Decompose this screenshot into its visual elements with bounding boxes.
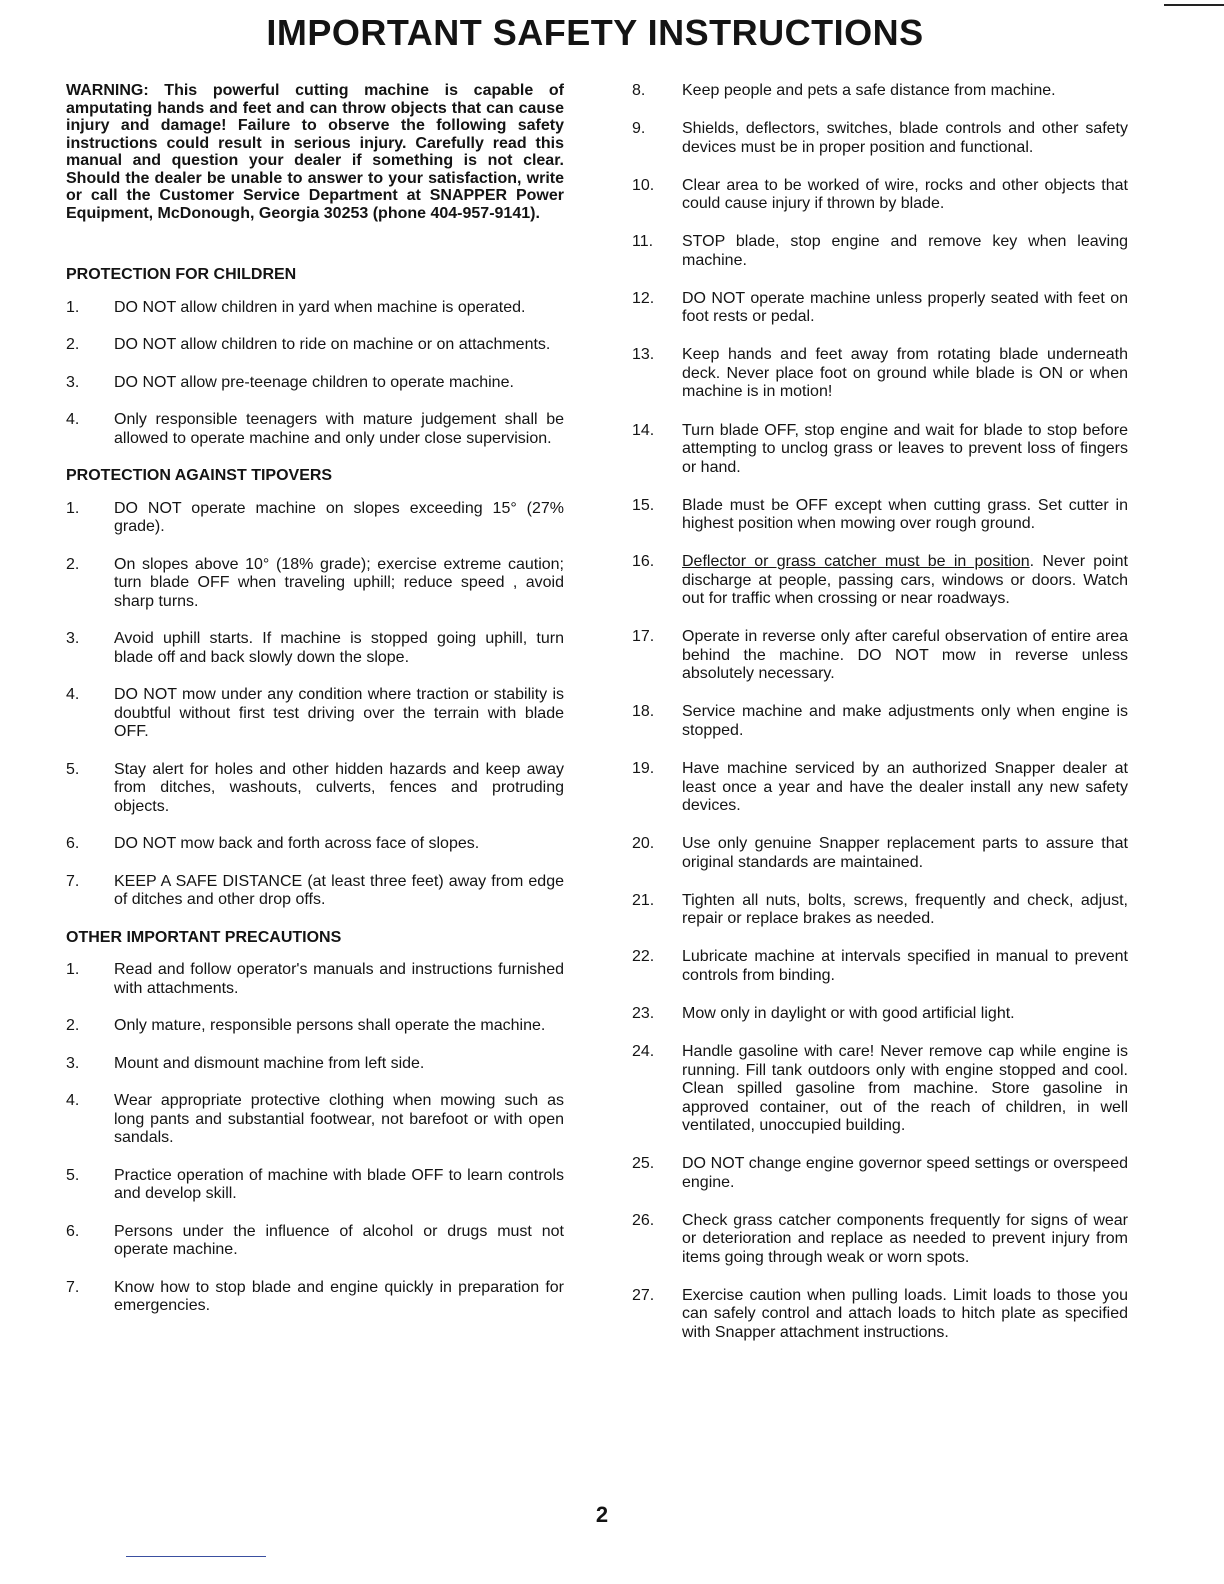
- list-item: 5. Stay alert for holes and other hidden hazards and keep away from ditches, washouts, culverts, fences and protruding objects.: [66, 760, 564, 815]
- list-item: 2. On slopes above 10° (18% grade); exercise extreme caution; turn blade OFF when traveling uphill; reduce speed , avoid sharp turns.: [66, 555, 564, 610]
- list-item: 26. Check grass catcher components frequently for signs of wear or deterioration and replace as needed to prevent injury from items going through weak or worn spots.: [632, 1211, 1128, 1266]
- list-item: 1. DO NOT allow children in yard when machine is operated.: [66, 298, 526, 316]
- list-item: 3. DO NOT allow pre-teenage children to operate machine.: [66, 373, 514, 391]
- right-column: [632, 82, 1128, 1362]
- list-item: 2. Only mature, responsible persons shall operate the machine.: [66, 1017, 546, 1034]
- list-item: 25. DO NOT change engine governor speed settings or overspeed engine.: [632, 1155, 1128, 1191]
- page-title: IMPORTANT SAFETY INSTRUCTIONS: [266, 12, 924, 53]
- list-item: 6. DO NOT mow back and forth across face of slopes.: [66, 835, 480, 852]
- list-item: 4. Only responsible teenagers with mature judgement shall be allowed to operate machine and only under close supervision.: [66, 411, 564, 447]
- list-item: 4. DO NOT mow under any condition where traction or stability is doubtful without first test driving over the terrain with blade OFF.: [66, 686, 564, 740]
- list-item: 19. Have machine serviced by an authorized Snapper dealer at least once a year and have the dealer install any new safety devices.: [632, 760, 1128, 815]
- corner-rule: [1164, 4, 1224, 6]
- section-tipovers: [66, 467, 564, 910]
- list-item: 1. Read and follow operator's manuals and instructions furnished with attachments.: [66, 961, 564, 997]
- page-number: 2: [595, 1502, 609, 1527]
- left-column: [66, 82, 564, 1335]
- list-item: 16. Deflector or grass catcher must be in position. Never point discharge at people, passing cars, windows or doors. Watch out for traffic when crossing or near roadways.: [632, 553, 1128, 608]
- section-heading: PROTECTION FOR CHILDREN: [66, 266, 297, 283]
- list-item: 13. Keep hands and feet away from rotating blade underneath deck. Never place foot on ground while blade is ON or when machine is in motion!: [632, 346, 1128, 401]
- list-item: 10. Clear area to be worked of wire, rocks and other objects that could cause injury if thrown by blade.: [632, 176, 1128, 213]
- list-item: 7. KEEP A SAFE DISTANCE (at least three feet) away from edge of ditches and other drop offs.: [66, 872, 564, 908]
- list-item: 4. Wear appropriate protective clothing when mowing such as long pants and substantial footwear, not barefoot or with open sandals.: [66, 1092, 564, 1146]
- general-list: [632, 82, 1128, 1342]
- tipovers-list: [66, 500, 564, 910]
- list-item: 14. Turn blade OFF, stop engine and wait for blade to stop before attempting to unclog grass or leaves to prevent loss of fingers or hand.: [632, 421, 1128, 476]
- list-item: 12. DO NOT operate machine unless properly seated with feet on foot rests or pedal.: [632, 289, 1128, 326]
- list-item: 3. Mount and dismount machine from left side.: [66, 1054, 425, 1072]
- section-children: [66, 266, 564, 448]
- list-item: 27. Exercise caution when pulling loads. Limit loads to those you can safely control and attach loads to hitch plate as specified with Snapper attachment instructions.: [632, 1286, 1128, 1341]
- section-heading: OTHER IMPORTANT PRECAUTIONS: [66, 928, 342, 946]
- list-item: 22. Lubricate machine at intervals specified in manual to prevent controls from binding.: [632, 948, 1128, 984]
- list-item: 9. Shields, deflectors, switches, blade controls and other safety devices must be in proper position and functional.: [632, 120, 1128, 156]
- list-item: 6. Persons under the influence of alcohol or drugs must not operate machine.: [66, 1222, 564, 1258]
- warning-paragraph: WARNING: This powerful cutting machine is capable of amputating hands and feet and can throw objects that can cause injury and damage! Failure to observe the following safety instructions could result in serious injury. Carefully read this manual and question your dealer if something is not clear. Should the dealer be unable to answer to your satisfaction, write or call the Customer Service Department at SNAPPER Power Equipment, McDonough, Georgia 30253 (phone 404-957-9141).: [66, 82, 564, 222]
- list-item: 21. Tighten all nuts, bolts, screws, frequently and check, adjust, repair or replace brakes as needed.: [632, 891, 1128, 928]
- list-item: 2. DO NOT allow children to ride on machine or on attachments.: [66, 336, 551, 353]
- list-item: 20. Use only genuine Snapper replacement parts to assure that original standards are maintained.: [632, 835, 1128, 871]
- list-item: 17. Operate in reverse only after careful observation of entire area behind the machine. DO NOT mow in reverse unless absolutely necessary.: [632, 628, 1128, 683]
- underlined-text: Deflector or grass catcher must be in position: [682, 553, 1030, 571]
- list-item: 15. Blade must be OFF except when cutting grass. Set cutter in highest position when mowing over rough ground.: [632, 496, 1128, 533]
- list-item: 5. Practice operation of machine with blade OFF to learn controls and develop skill.: [66, 1166, 564, 1202]
- section-precautions: [66, 929, 564, 1316]
- list-item: 1. DO NOT operate machine on slopes exceeding 15° (27% grade).: [66, 499, 564, 535]
- children-list: [66, 299, 564, 449]
- list-item: 7. Know how to stop blade and engine quickly in preparation for emergencies.: [66, 1278, 564, 1314]
- list-item: 11. STOP blade, stop engine and remove key when leaving machine.: [632, 233, 1128, 269]
- list-item: 8. Keep people and pets a safe distance from machine.: [632, 82, 1056, 99]
- precautions-list: [66, 961, 564, 1316]
- list-item: 24. Handle gasoline with care! Never remove cap while engine is running. Fill tank outdoors only with engine stopped and cool. Clean spilled gasoline from machine. Store gasoline in approved container, out of the reach of children, in well ventilated, unoccupied building.: [632, 1043, 1128, 1134]
- section-heading: PROTECTION AGAINST TIPOVERS: [66, 467, 333, 484]
- list-item: 23. Mow only in daylight or with good artificial light.: [632, 1004, 1015, 1022]
- list-item: 3. Avoid uphill starts. If machine is stopped going uphill, turn blade off and back slowly down the slope.: [66, 630, 564, 666]
- bottom-rule: [126, 1556, 266, 1557]
- list-item: 18. Service machine and make adjustments only when engine is stopped.: [632, 703, 1128, 739]
